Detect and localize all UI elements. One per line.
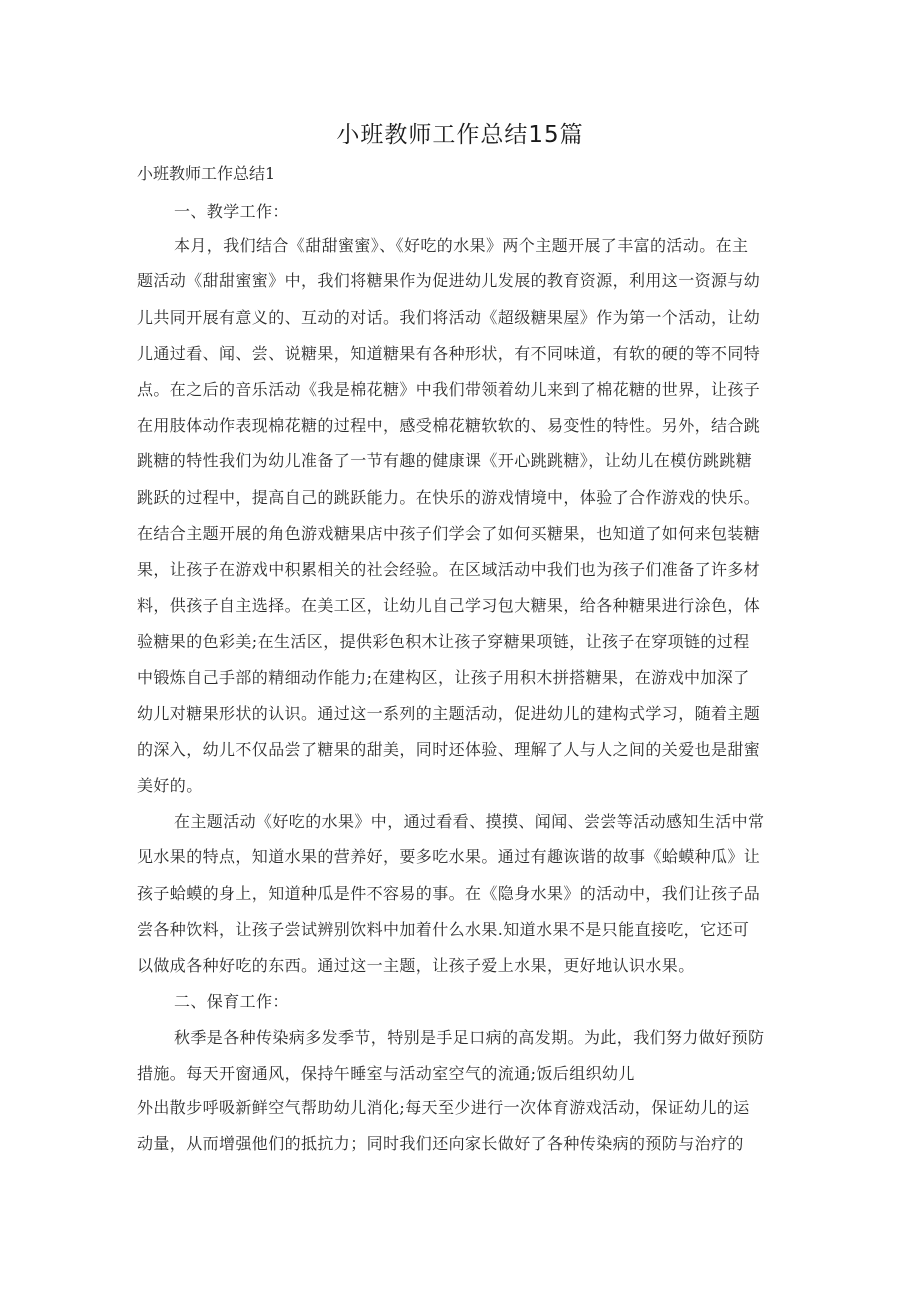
body-line: 果，让孩子在游戏中积累相关的社会经验。在区域活动中我们也为孩子们准备了许多材: [137, 560, 761, 579]
page-title: 小班教师工作总结15篇: [336, 122, 584, 148]
body-line: 幼儿对糖果形状的认识。通过这一系列的主题活动，促进幼儿的建构式学习，随着主题: [137, 704, 761, 723]
body-line: 动量，从而增强他们的抵抗力；同时我们还向家长做好了各种传染病的预防与治疗的: [137, 1134, 744, 1153]
body-line: 秋季是各种传染病多发季节，特别是手足口病的高发期。为此，我们努力做好预防: [174, 1028, 765, 1047]
body-line: 一、教学工作：: [174, 202, 289, 221]
body-line: 孩子蛤蟆的身上，知道种瓜是件不容易的事。在《隐身水果》的活动中，我们让孩子品: [137, 884, 761, 903]
body-line: 料，供孩子自主选择。在美工区，让幼儿自己学习包大糖果，给各种糖果进行涂色，体: [137, 596, 761, 615]
section-subtitle: 小班教师工作总结1: [137, 164, 276, 183]
body-line: 验糖果的色彩美;在生活区，提供彩色积木让孩子穿糖果项链，让孩子在穿项链的过程: [137, 632, 750, 651]
body-line: 跳跃的过程中，提高自己的跳跃能力。在快乐的游戏情境中，体验了合作游戏的快乐。: [137, 488, 761, 507]
body-line: 中锻炼自己手部的精细动作能力;在建构区，让孩子用积木拼搭糖果，在游戏中加深了: [137, 668, 750, 687]
body-line: 本月，我们结合《甜甜蜜蜜》、《好吃的水果》两个主题开展了丰富的活动。在主: [174, 236, 749, 255]
body-line: 题活动《甜甜蜜蜜》中，我们将糖果作为促进幼儿发展的教育资源，利用这一资源与幼: [137, 271, 761, 290]
body-line: 在结合主题开展的角色游戏糖果店中孩子们学会了如何买糖果，也知道了如何来包装糖: [137, 524, 761, 543]
body-line: 儿通过看、闻、尝、说糖果，知道糖果有各种形状，有不同味道，有软的硬的等不同特: [137, 344, 761, 363]
body-line: 见水果的特点，知道水果的营养好，要多吃水果。通过有趣诙谐的故事《蛤蟆种瓜》让: [137, 847, 761, 866]
body-line: 的深入，幼儿不仅品尝了糖果的甜美，同时还体验、理解了人与人之间的关爱也是甜蜜: [137, 740, 761, 759]
body-line: 二、保育工作：: [174, 992, 289, 1011]
body-line: 以做成各种好吃的东西。通过这一主题，让孩子爱上水果，更好地认识水果。: [137, 956, 695, 975]
body-line: 美好的。: [137, 776, 203, 795]
body-line: 在用肢体动作表现棉花糖的过程中，感受棉花糖软软的、易变性的特性。另外，结合跳: [137, 416, 761, 435]
body-line: 儿共同开展有意义的、互动的对话。我们将活动《超级糖果屋》作为第一个活动，让幼: [137, 308, 761, 327]
body-line: 措施。每天开窗通风，保持午睡室与活动室空气的流通;饭后组织幼儿: [137, 1064, 635, 1083]
body-line: 尝各种饮料，让孩子尝试辨别饮料中加着什么水果.知道水果不是只能直接吃，它还可: [137, 920, 750, 939]
body-line: 在主题活动《好吃的水果》中，通过看看、摸摸、闻闻、尝尝等活动感知生活中常: [174, 812, 765, 831]
body-line: 跳糖的特性我们为幼儿准备了一节有趣的健康课《开心跳跳糖》，让幼儿在模仿跳跳糖: [137, 451, 753, 470]
body-line: 外出散步呼吸新鲜空气帮助幼儿消化;每天至少进行一次体育游戏活动，保证幼儿的运: [137, 1098, 750, 1117]
body-line: 点。在之后的音乐活动《我是棉花糖》中我们带领着幼儿来到了棉花糖的世界，让孩子: [137, 380, 761, 399]
